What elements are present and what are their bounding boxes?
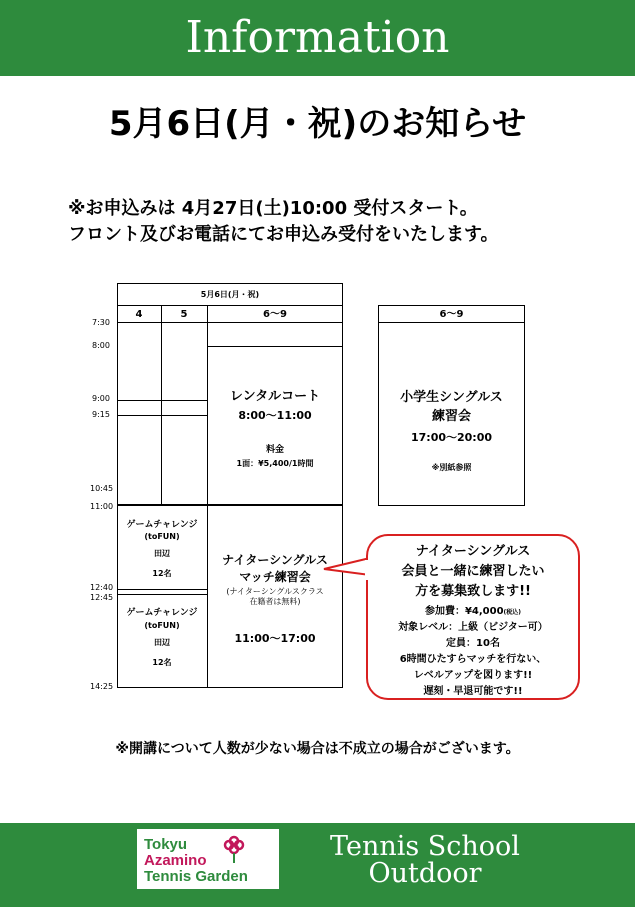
- callout-level: 対象レベル：上級（ビジター可）: [398, 622, 548, 633]
- nighter-subtitle: マッチ練習会: [239, 570, 311, 584]
- rental-fee-label: 料金: [265, 445, 284, 455]
- callout-tax: (税込): [503, 609, 522, 616]
- logo-text: Tokyu: [144, 836, 188, 853]
- game-challenge-coach: 田辺: [154, 638, 170, 647]
- nighter-note: (ナイターシングルスクラス: [226, 587, 324, 596]
- rental-court-title: レンタルコート: [229, 389, 321, 404]
- flower-icon: [222, 832, 246, 864]
- application-note: ※お申込みは 4月27日(土)10:00 受付スタート。: [68, 198, 478, 219]
- junior-court-header: 6〜9: [439, 309, 464, 320]
- cancellation-note: ※開講について人数が少ない場合は不成立の場合がございます。: [115, 741, 520, 757]
- time-label: 12:40: [90, 583, 114, 592]
- game-challenge-coach: 田辺: [154, 549, 170, 558]
- header-title: Information: [185, 12, 450, 63]
- schedule-date: 5月6日(月・祝): [200, 290, 260, 299]
- callout-heading: 会員と一緒に練習したい: [401, 564, 545, 579]
- game-challenge-capacity: 12名: [152, 658, 172, 667]
- nighter-time: 11:00〜17:00: [234, 632, 316, 645]
- callout-description: レベルアップを図ります!!: [413, 670, 533, 681]
- page-title: 5月6日(月・祝)のお知らせ: [108, 104, 527, 144]
- time-label: 11:00: [90, 502, 114, 511]
- time-label: 9:15: [92, 410, 110, 419]
- callout-fee-text: 参加費：¥4,000: [424, 606, 504, 617]
- callout-title: ナイターシングルス: [415, 544, 531, 559]
- callout-heading: 方を募集致します!!: [415, 584, 531, 599]
- rental-court-time: 8:00〜11:00: [238, 409, 312, 422]
- callout-description: 6時間ひたすらマッチを行ない、: [399, 654, 547, 665]
- school-name: Tennis School: [330, 831, 520, 862]
- time-label: 10:45: [90, 484, 114, 493]
- game-challenge-title: ゲームチャレンジ: [126, 520, 198, 530]
- callout-description: 遅刻・早退可能です!!: [423, 686, 523, 697]
- junior-title: 小学生シングルス: [400, 390, 503, 405]
- game-challenge-sub: (toFUN): [144, 621, 180, 630]
- time-label: 9:00: [92, 394, 110, 403]
- time-label: 8:00: [92, 341, 110, 350]
- game-challenge-capacity: 12名: [152, 569, 172, 578]
- logo-text: Azamino: [144, 852, 207, 869]
- time-label: 7:30: [92, 318, 110, 327]
- court-4-header: 4: [135, 309, 143, 320]
- school-type: Outdoor: [368, 858, 482, 889]
- nighter-title: ナイターシングルス: [222, 553, 328, 567]
- logo-text: Tennis Garden: [144, 868, 248, 885]
- callout-capacity: 定員：10名: [446, 638, 500, 649]
- nighter-note: 在籍者は無料): [249, 597, 301, 606]
- court-5-header: 5: [180, 309, 188, 320]
- game-challenge-sub: (toFUN): [144, 532, 180, 541]
- time-label: 12:45: [90, 593, 114, 602]
- junior-time: 17:00〜20:00: [410, 431, 493, 444]
- game-challenge-title: ゲームチャレンジ: [126, 608, 198, 618]
- junior-note: ※別紙参照: [431, 463, 472, 472]
- application-method-note: フロント及びお電話にてお申込み受付をいたします。: [68, 224, 499, 245]
- rental-fee: 1面：¥5,400/1時間: [236, 459, 314, 468]
- junior-subtitle: 練習会: [431, 409, 471, 424]
- court-6-9-header: 6〜9: [263, 309, 287, 320]
- callout-fee: [366, 605, 580, 620]
- time-label: 14:25: [90, 682, 114, 691]
